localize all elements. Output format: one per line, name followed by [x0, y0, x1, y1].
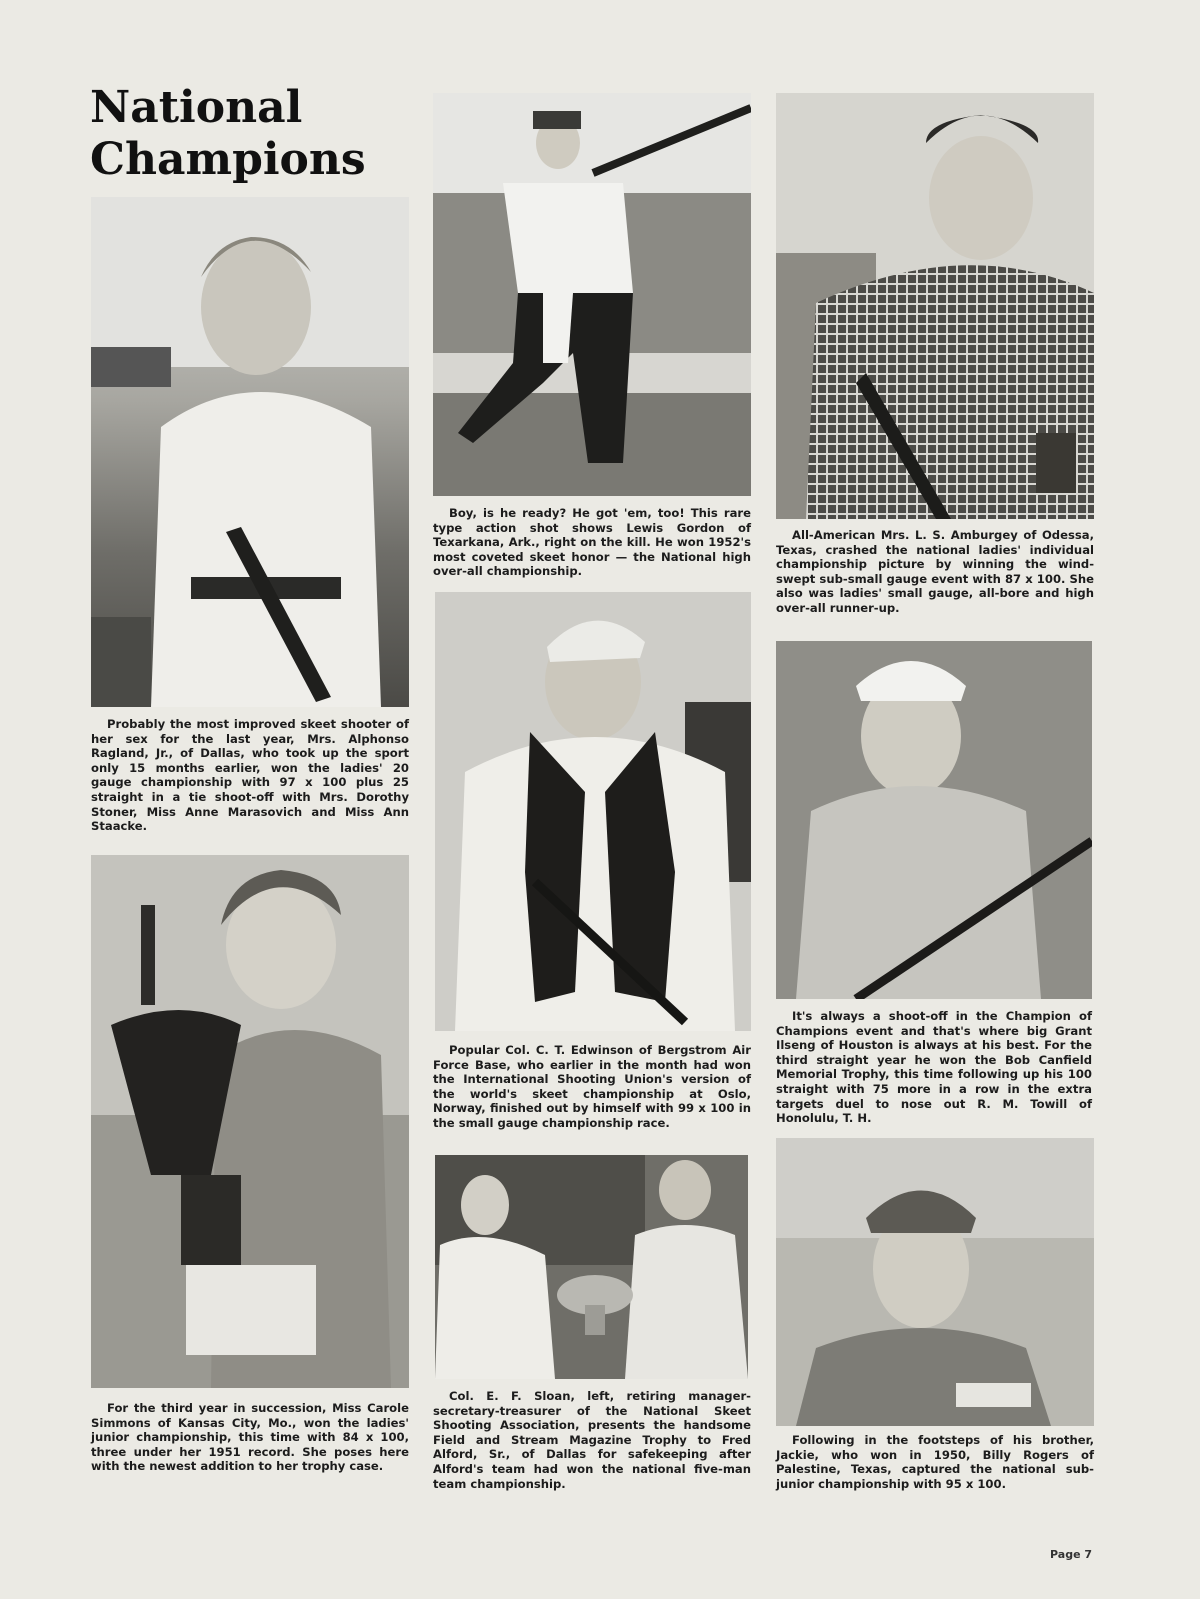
amburgey-caption: All-American Mrs. L. S. Amburgey of Odessa, Texas, crashed the national ladies' individual championship picture by winning the wind-swept sub-small gauge event with 87 x 100. She also was ladies' small gauge, all-bore and high over-all runner-up. [776, 528, 1094, 615]
gordon-caption: Boy, is he ready? He got 'em, too! This rare type action shot shows Lewis Gordon of Texarkana, Ark., right on the kill. He won 1952's most coveted skeet honor — the National high over-all championship. [433, 506, 751, 579]
girl-with-trophy-photo [91, 855, 409, 1388]
ragland-caption: Probably the most improved skeet shooter of her sex for the last year, Mrs. Alphonso Ragland, Jr., of Dallas, who took up the sport only 15 months earlier, won the ladies' 20 gauge championship with 97 x 100 plus 25 straight in a tie shoot-off with Mrs. Dorothy Stoner, Miss Anne Marasovich and Miss Ann Staacke. [91, 717, 409, 834]
man-white-cap-photo [776, 641, 1092, 999]
ilseng-caption: It's always a shoot-off in the Champion of Champions event and that's where big Grant Ilseng of Houston is always at his best. For the third straight year he won the Bob Canfield Memorial Trophy, this time following up his 100 straight with 75 more in a row in the extra targets duel to nose out R. M. Towill of Honolulu, T. H. [776, 1009, 1092, 1126]
man-aiming-shotgun-photo [433, 93, 751, 496]
simmons-caption: For the third year in succession, Miss Carole Simmons of Kansas City, Mo., won the ladies' junior championship, this time with 84 x 100, three under her 1951 record. She poses here with the newest addition to her trophy case. [91, 1401, 409, 1474]
rogers-caption: Following in the footsteps of his brother, Jackie, who won in 1950, Billy Rogers of Palestine, Texas, captured the national sub-junior championship with 95 x 100. [776, 1433, 1094, 1491]
woman-plaid-shirt-photo [776, 93, 1094, 519]
page-number: Page 7 [1050, 1548, 1093, 1561]
boy-in-cap-photo [776, 1138, 1094, 1426]
edwinson-caption: Popular Col. C. T. Edwinson of Bergstrom Air Force Base, who earlier in the month had won the International Shooting Union's version of the world's skeet championship at Oslo, Norway, finished out by himself with 99 x 100 in the small gauge championship race. [433, 1043, 751, 1130]
sloan-caption: Col. E. F. Sloan, left, retiring manager-secretary-treasurer of the National Skeet Shooting Association, presents the handsome Field and Stream Magazine Trophy to Fred Alford, Sr., of Dallas for safekeeping after Alford's team had won the national five-man team championship. [433, 1389, 751, 1491]
woman-with-shotgun-photo [91, 197, 409, 707]
page-title: National Champions [90, 82, 366, 185]
trophy-presentation-photo [435, 1155, 748, 1379]
man-shooting-vest-photo [435, 592, 751, 1031]
